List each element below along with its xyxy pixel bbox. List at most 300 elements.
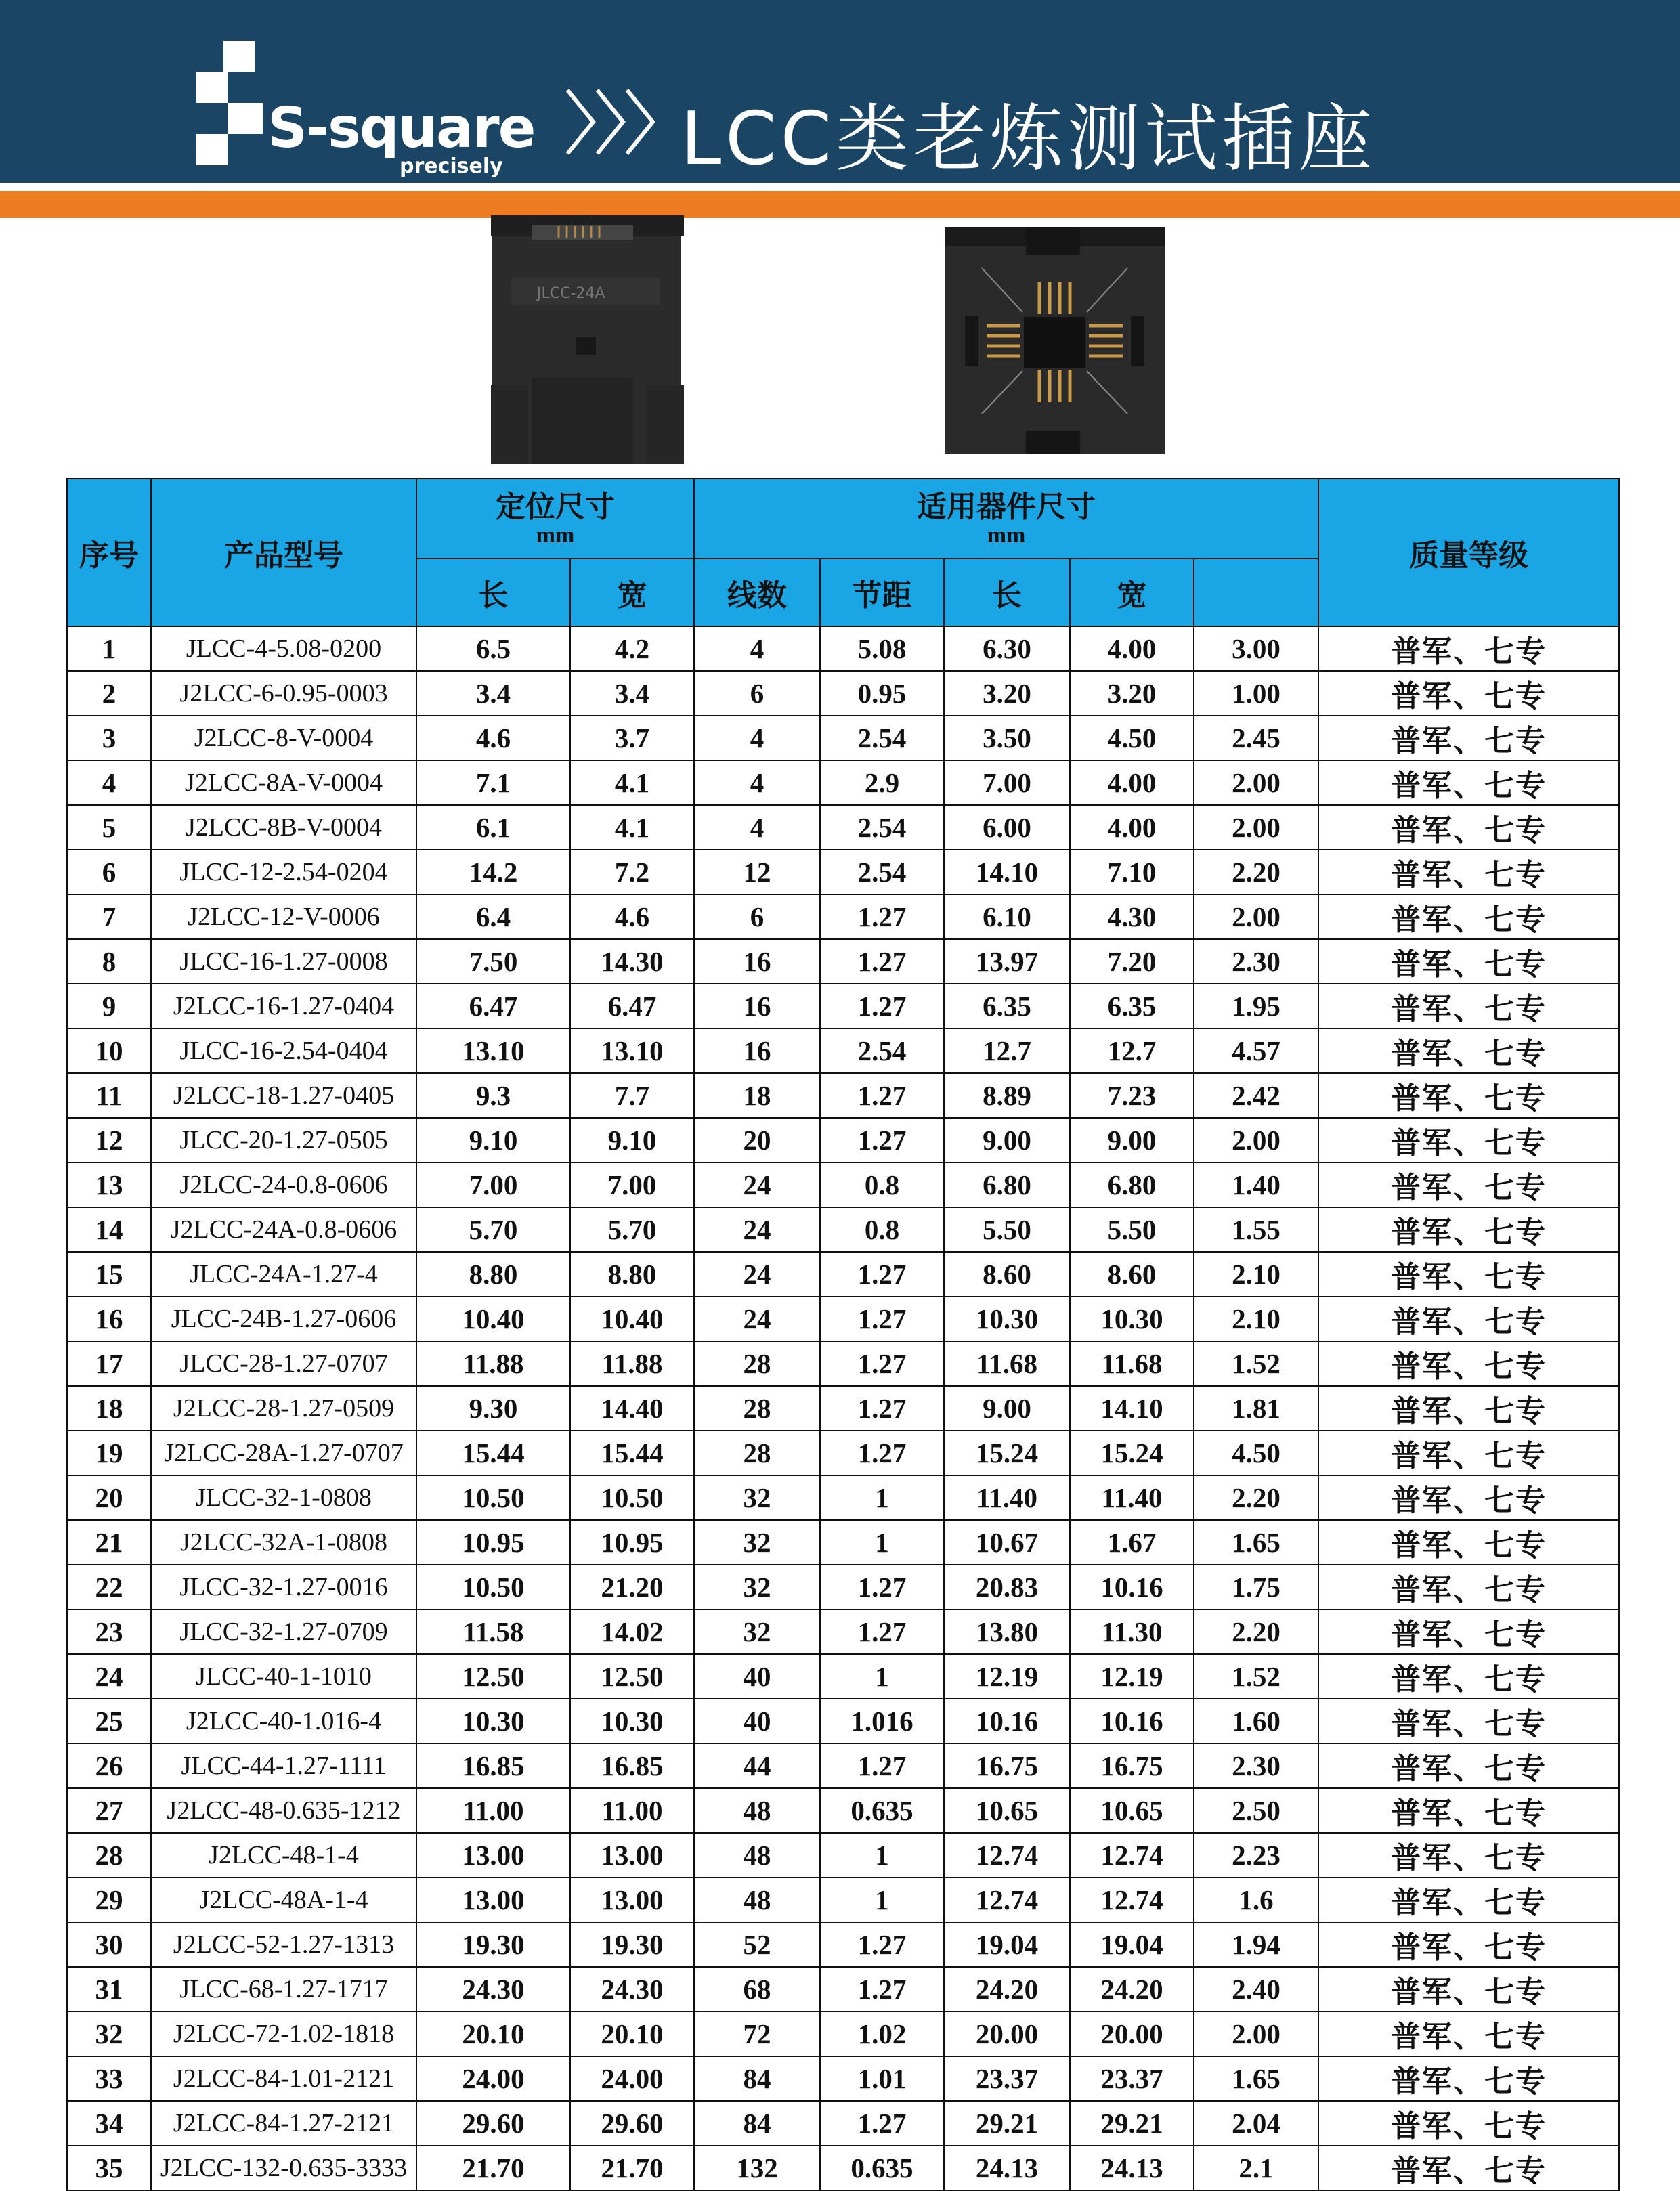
cell-length: 11.00 [416, 1788, 570, 1833]
cell-pins: 20 [694, 1118, 820, 1163]
cell-grade: 普军、七专 [1318, 626, 1619, 671]
cell-device-length: 15.24 [944, 1431, 1070, 1475]
cell-pitch: 2.9 [820, 760, 944, 805]
cell-device-length: 16.75 [944, 1743, 1070, 1788]
table-row [67, 2101, 1619, 2146]
cell-pitch: 1.27 [820, 1252, 944, 1297]
cell-length: 14.2 [416, 850, 570, 894]
cell-pins: 48 [694, 1878, 820, 1922]
cell-device-length: 10.16 [944, 1699, 1070, 1743]
cell-device-width: 10.16 [1070, 1699, 1194, 1743]
cell-width: 16.85 [570, 1743, 694, 1788]
cell-grade: 普军、七专 [1318, 1967, 1619, 2012]
cell-model: JLCC-16-1.27-0008 [151, 939, 416, 984]
col-group-position [416, 479, 694, 559]
brand-logo [196, 41, 535, 183]
cell-model: J2LCC-52-1.27-1313 [151, 1922, 416, 1967]
cell-model: J2LCC-72-1.02-1818 [151, 2012, 416, 2056]
cell-device-length: 19.04 [944, 1922, 1070, 1967]
cell-model: JLCC-16-2.54-0404 [151, 1028, 416, 1073]
cell-device-width: 24.13 [1070, 2146, 1194, 2190]
cell-seq: 18 [67, 1386, 151, 1431]
cell-pins: 24 [694, 1163, 820, 1207]
cell-extra: 1.94 [1194, 1922, 1318, 1967]
cell-device-length: 5.50 [944, 1207, 1070, 1252]
table-row [67, 805, 1619, 850]
col-header-pins: 线数 [694, 559, 820, 626]
cell-model: JLCC-32-1.27-0016 [151, 1565, 416, 1609]
cell-extra: 2.42 [1194, 1073, 1318, 1118]
cell-device-width: 12.74 [1070, 1878, 1194, 1922]
cell-grade: 普军、七专 [1318, 984, 1619, 1028]
table-row [67, 1565, 1619, 1609]
cell-pitch: 1.27 [820, 1922, 944, 1967]
table-row [67, 716, 1619, 760]
cell-device-width: 12.7 [1070, 1028, 1194, 1073]
cell-model: J2LCC-132-0.635-3333 [151, 2146, 416, 2190]
cell-extra: 1.00 [1194, 671, 1318, 716]
cell-length: 29.60 [416, 2101, 570, 2146]
cell-model: J2LCC-8A-V-0004 [151, 760, 416, 805]
cell-device-width: 10.30 [1070, 1297, 1194, 1341]
cell-width: 4.2 [570, 626, 694, 671]
socket-open-photo [945, 227, 1165, 454]
col-group-position-unit: mm [536, 523, 575, 548]
brand-tagline: precisely [400, 154, 503, 178]
cell-device-width: 8.60 [1070, 1252, 1194, 1297]
cell-extra: 2.00 [1194, 760, 1318, 805]
cell-pins: 32 [694, 1609, 820, 1654]
cell-device-length: 10.67 [944, 1520, 1070, 1565]
cell-model: JLCC-4-5.08-0200 [151, 626, 416, 671]
cell-device-width: 12.74 [1070, 1833, 1194, 1878]
cell-model: J2LCC-28A-1.27-0707 [151, 1431, 416, 1475]
cell-model: JLCC-68-1.27-1717 [151, 1967, 416, 2012]
cell-extra: 2.10 [1194, 1297, 1318, 1341]
cell-length: 19.30 [416, 1922, 570, 1967]
cell-width: 4.1 [570, 760, 694, 805]
cell-pins: 40 [694, 1654, 820, 1699]
cell-device-length: 8.89 [944, 1073, 1070, 1118]
cell-device-length: 13.80 [944, 1609, 1070, 1654]
cell-extra: 2.45 [1194, 716, 1318, 760]
cell-extra: 2.20 [1194, 1475, 1318, 1520]
cell-seq: 4 [67, 760, 151, 805]
cell-length: 11.58 [416, 1609, 570, 1654]
cell-device-width: 16.75 [1070, 1743, 1194, 1788]
cell-device-width: 19.04 [1070, 1922, 1194, 1967]
cell-length: 7.1 [416, 760, 570, 805]
cell-device-width: 11.40 [1070, 1475, 1194, 1520]
cell-width: 10.50 [570, 1475, 694, 1520]
cell-length: 20.10 [416, 2012, 570, 2056]
cell-pitch: 0.95 [820, 671, 944, 716]
cell-device-length: 10.30 [944, 1297, 1070, 1341]
cell-pins: 84 [694, 2101, 820, 2146]
cell-seq: 21 [67, 1520, 151, 1565]
col-group-device-title: 适用器件尺寸 [917, 490, 1096, 523]
col-header-width: 宽 [570, 559, 694, 626]
cell-length: 4.6 [416, 716, 570, 760]
cell-device-width: 7.10 [1070, 850, 1194, 894]
cell-length: 24.00 [416, 2056, 570, 2101]
cell-seq: 14 [67, 1207, 151, 1252]
cell-model: JLCC-12-2.54-0204 [151, 850, 416, 894]
col-header-device-length: 长 [944, 559, 1070, 626]
cell-extra: 2.20 [1194, 850, 1318, 894]
cell-grade: 普军、七专 [1318, 671, 1619, 716]
table-row [67, 1654, 1619, 1699]
socket-closed-photo [491, 215, 684, 467]
brand-name: S-square [267, 96, 535, 160]
cell-model: JLCC-24A-1.27-4 [151, 1252, 416, 1297]
cell-grade: 普军、七专 [1318, 1073, 1619, 1118]
cell-extra: 1.52 [1194, 1654, 1318, 1699]
cell-width: 5.70 [570, 1207, 694, 1252]
cell-pins: 18 [694, 1073, 820, 1118]
cell-pins: 12 [694, 850, 820, 894]
cell-width: 14.02 [570, 1609, 694, 1654]
col-header-model: 产品型号 [151, 479, 416, 626]
cell-width: 4.6 [570, 894, 694, 939]
cell-seq: 31 [67, 1967, 151, 2012]
logo-square-mark [196, 72, 228, 103]
cell-pins: 28 [694, 1386, 820, 1431]
cell-model: J2LCC-6-0.95-0003 [151, 671, 416, 716]
cell-pitch: 1.27 [820, 1431, 944, 1475]
cell-model: J2LCC-32A-1-0808 [151, 1520, 416, 1565]
cell-extra: 2.20 [1194, 1609, 1318, 1654]
cell-pitch: 0.635 [820, 1788, 944, 1833]
cell-extra: 1.81 [1194, 1386, 1318, 1431]
cell-pitch: 1.27 [820, 1297, 944, 1341]
cell-model: J2LCC-40-1.016-4 [151, 1699, 416, 1743]
table-row [67, 1207, 1619, 1252]
cell-extra: 2.10 [1194, 1252, 1318, 1297]
cell-grade: 普军、七专 [1318, 2101, 1619, 2146]
cell-device-length: 24.20 [944, 1967, 1070, 2012]
cell-width: 7.7 [570, 1073, 694, 1118]
cell-length: 3.4 [416, 671, 570, 716]
cell-extra: 1.65 [1194, 1520, 1318, 1565]
cell-length: 10.40 [416, 1297, 570, 1341]
cell-device-length: 6.80 [944, 1163, 1070, 1207]
cell-pitch: 2.54 [820, 716, 944, 760]
cell-width: 12.50 [570, 1654, 694, 1699]
table-row [67, 1252, 1619, 1297]
col-group-position-title: 定位尺寸 [496, 490, 615, 523]
cell-pitch: 2.54 [820, 850, 944, 894]
table-row [67, 1386, 1619, 1431]
cell-seq: 9 [67, 984, 151, 1028]
cell-pins: 32 [694, 1520, 820, 1565]
cell-pins: 68 [694, 1967, 820, 2012]
cell-pins: 4 [694, 805, 820, 850]
cell-length: 9.3 [416, 1073, 570, 1118]
cell-model: J2LCC-8B-V-0004 [151, 805, 416, 850]
page-title: LCC类老炼测试插座 [681, 97, 1376, 181]
cell-model: J2LCC-48-1-4 [151, 1833, 416, 1878]
cell-pins: 84 [694, 2056, 820, 2101]
cell-extra: 1.65 [1194, 2056, 1318, 2101]
cell-extra: 1.75 [1194, 1565, 1318, 1609]
cell-seq: 13 [67, 1163, 151, 1207]
cell-device-width: 5.50 [1070, 1207, 1194, 1252]
cell-pins: 48 [694, 1788, 820, 1833]
table-row [67, 1833, 1619, 1878]
table-row [67, 1788, 1619, 1833]
cell-grade: 普军、七专 [1318, 805, 1619, 850]
cell-grade: 普军、七专 [1318, 2146, 1619, 2190]
cell-device-length: 10.65 [944, 1788, 1070, 1833]
cell-length: 6.5 [416, 626, 570, 671]
cell-length: 24.30 [416, 1967, 570, 2012]
logo-square-mark [228, 103, 263, 134]
cell-pins: 28 [694, 1431, 820, 1475]
cell-extra: 2.1 [1194, 2146, 1318, 2190]
cell-device-width: 4.50 [1070, 716, 1194, 760]
cell-seq: 27 [67, 1788, 151, 1833]
cell-pitch: 0.8 [820, 1163, 944, 1207]
cell-pitch: 0.635 [820, 2146, 944, 2190]
cell-device-length: 9.00 [944, 1118, 1070, 1163]
cell-seq: 7 [67, 894, 151, 939]
accent-bar [0, 191, 1680, 218]
cell-seq: 3 [67, 716, 151, 760]
cell-device-width: 3.20 [1070, 671, 1194, 716]
cell-model: JLCC-32-1-0808 [151, 1475, 416, 1520]
cell-device-width: 4.00 [1070, 760, 1194, 805]
cell-seq: 33 [67, 2056, 151, 2101]
cell-extra: 3.00 [1194, 626, 1318, 671]
cell-pitch: 0.8 [820, 1207, 944, 1252]
cell-pins: 24 [694, 1297, 820, 1341]
cell-seq: 19 [67, 1431, 151, 1475]
cell-grade: 普军、七专 [1318, 1028, 1619, 1073]
cell-grade: 普军、七专 [1318, 1252, 1619, 1297]
cell-grade: 普军、七专 [1318, 1609, 1619, 1654]
cell-model: J2LCC-18-1.27-0405 [151, 1073, 416, 1118]
cell-width: 3.7 [570, 716, 694, 760]
cell-width: 20.10 [570, 2012, 694, 2056]
cell-width: 13.10 [570, 1028, 694, 1073]
cell-seq: 34 [67, 2101, 151, 2146]
cell-device-width: 4.30 [1070, 894, 1194, 939]
cell-width: 24.30 [570, 1967, 694, 2012]
cell-grade: 普军、七专 [1318, 1878, 1619, 1922]
cell-device-length: 11.68 [944, 1341, 1070, 1386]
cell-width: 11.88 [570, 1341, 694, 1386]
cell-device-width: 23.37 [1070, 2056, 1194, 2101]
table-row [67, 1699, 1619, 1743]
cell-pins: 16 [694, 984, 820, 1028]
cell-pitch: 1.27 [820, 1073, 944, 1118]
cell-pins: 24 [694, 1207, 820, 1252]
cell-seq: 8 [67, 939, 151, 984]
table-row [67, 894, 1619, 939]
cell-model: J2LCC-24-0.8-0606 [151, 1163, 416, 1207]
cell-grade: 普军、七专 [1318, 1118, 1619, 1163]
table-row [67, 1341, 1619, 1386]
cell-model: J2LCC-48-0.635-1212 [151, 1788, 416, 1833]
cell-width: 7.00 [570, 1163, 694, 1207]
cell-model: J2LCC-16-1.27-0404 [151, 984, 416, 1028]
cell-extra: 2.30 [1194, 1743, 1318, 1788]
cell-grade: 普军、七专 [1318, 2012, 1619, 2056]
cell-length: 7.00 [416, 1163, 570, 1207]
cell-width: 19.30 [570, 1922, 694, 1967]
cell-pitch: 1.27 [820, 939, 944, 984]
col-header-length: 长 [416, 559, 570, 626]
cell-width: 9.10 [570, 1118, 694, 1163]
cell-pins: 44 [694, 1743, 820, 1788]
cell-pitch: 1.27 [820, 894, 944, 939]
table-header-row [67, 479, 1619, 559]
cell-seq: 32 [67, 2012, 151, 2056]
cell-device-length: 6.30 [944, 626, 1070, 671]
table-row [67, 1297, 1619, 1341]
cell-device-width: 1.67 [1070, 1520, 1194, 1565]
cell-seq: 10 [67, 1028, 151, 1073]
cell-extra: 1.6 [1194, 1878, 1318, 1922]
cell-device-width: 11.30 [1070, 1609, 1194, 1654]
cell-length: 6.1 [416, 805, 570, 850]
cell-device-length: 20.83 [944, 1565, 1070, 1609]
cell-seq: 29 [67, 1878, 151, 1922]
spec-table [66, 478, 1620, 2191]
cell-device-length: 8.60 [944, 1252, 1070, 1297]
cell-width: 21.70 [570, 2146, 694, 2190]
cell-length: 8.80 [416, 1252, 570, 1297]
col-header-pitch: 节距 [820, 559, 944, 626]
table-row [67, 2146, 1619, 2190]
cell-length: 10.50 [416, 1475, 570, 1520]
cell-grade: 普军、七专 [1318, 1341, 1619, 1386]
cell-grade: 普军、七专 [1318, 1297, 1619, 1341]
cell-extra: 1.40 [1194, 1163, 1318, 1207]
logo-square-mark [223, 41, 255, 72]
table-row [67, 939, 1619, 984]
cell-device-length: 3.50 [944, 716, 1070, 760]
cell-pitch: 1.27 [820, 984, 944, 1028]
table-row [67, 2056, 1619, 2101]
cell-model: JLCC-28-1.27-0707 [151, 1341, 416, 1386]
table-body [67, 626, 1619, 2190]
cell-device-length: 24.13 [944, 2146, 1070, 2190]
cell-pins: 6 [694, 671, 820, 716]
cell-extra: 4.50 [1194, 1431, 1318, 1475]
cell-device-width: 9.00 [1070, 1118, 1194, 1163]
cell-model: J2LCC-84-1.01-2121 [151, 2056, 416, 2101]
table-row [67, 1922, 1619, 1967]
cell-seq: 17 [67, 1341, 151, 1386]
cell-width: 29.60 [570, 2101, 694, 2146]
cell-grade: 普军、七专 [1318, 1699, 1619, 1743]
cell-pitch: 1.27 [820, 1609, 944, 1654]
cell-extra: 2.40 [1194, 1967, 1318, 2012]
cell-seq: 26 [67, 1743, 151, 1788]
cell-seq: 16 [67, 1297, 151, 1341]
cell-seq: 24 [67, 1654, 151, 1699]
cell-seq: 25 [67, 1699, 151, 1743]
cell-extra: 2.00 [1194, 2012, 1318, 2056]
cell-width: 6.47 [570, 984, 694, 1028]
cell-device-width: 7.23 [1070, 1073, 1194, 1118]
cell-grade: 普军、七专 [1318, 1743, 1619, 1788]
cell-length: 9.30 [416, 1386, 570, 1431]
chevron-right-icon [562, 85, 664, 159]
cell-length: 16.85 [416, 1743, 570, 1788]
cell-device-length: 11.40 [944, 1475, 1070, 1520]
cell-grade: 普军、七专 [1318, 1207, 1619, 1252]
cell-grade: 普军、七专 [1318, 1431, 1619, 1475]
cell-grade: 普军、七专 [1318, 1163, 1619, 1207]
cell-pins: 28 [694, 1341, 820, 1386]
cell-length: 5.70 [416, 1207, 570, 1252]
cell-device-width: 10.65 [1070, 1788, 1194, 1833]
cell-pitch: 1.02 [820, 2012, 944, 2056]
cell-device-length: 20.00 [944, 2012, 1070, 2056]
table-row [67, 671, 1619, 716]
cell-device-length: 6.35 [944, 984, 1070, 1028]
table-row [67, 2012, 1619, 2056]
cell-length: 11.88 [416, 1341, 570, 1386]
cell-seq: 11 [67, 1073, 151, 1118]
cell-pins: 24 [694, 1252, 820, 1297]
cell-model: J2LCC-84-1.27-2121 [151, 2101, 416, 2146]
col-group-device [694, 479, 1318, 559]
cell-model: JLCC-20-1.27-0505 [151, 1118, 416, 1163]
cell-device-length: 14.10 [944, 850, 1070, 894]
cell-pins: 16 [694, 939, 820, 984]
cell-model: JLCC-40-1-1010 [151, 1654, 416, 1699]
cell-length: 21.70 [416, 2146, 570, 2190]
cell-pins: 4 [694, 760, 820, 805]
table-row [67, 1475, 1619, 1520]
cell-model: JLCC-44-1.27-1111 [151, 1743, 416, 1788]
cell-model: J2LCC-48A-1-4 [151, 1878, 416, 1922]
cell-seq: 6 [67, 850, 151, 894]
cell-device-width: 15.24 [1070, 1431, 1194, 1475]
cell-extra: 2.00 [1194, 1118, 1318, 1163]
cell-width: 24.00 [570, 2056, 694, 2101]
cell-pitch: 1.27 [820, 1386, 944, 1431]
cell-device-length: 9.00 [944, 1386, 1070, 1431]
cell-extra: 4.57 [1194, 1028, 1318, 1073]
cell-device-width: 10.16 [1070, 1565, 1194, 1609]
cell-width: 3.4 [570, 671, 694, 716]
cell-width: 10.30 [570, 1699, 694, 1743]
cell-device-length: 6.00 [944, 805, 1070, 850]
col-header-grade: 质量等级 [1318, 479, 1619, 626]
cell-pins: 4 [694, 626, 820, 671]
cell-pins: 32 [694, 1475, 820, 1520]
cell-grade: 普军、七专 [1318, 850, 1619, 894]
table-row [67, 1609, 1619, 1654]
cell-width: 14.30 [570, 939, 694, 984]
table-row [67, 760, 1619, 805]
cell-model: J2LCC-8-V-0004 [151, 716, 416, 760]
col-header-device-width: 宽 [1070, 559, 1194, 626]
cell-grade: 普军、七专 [1318, 939, 1619, 984]
cell-seq: 2 [67, 671, 151, 716]
col-group-device-unit: mm [987, 523, 1026, 548]
cell-length: 9.10 [416, 1118, 570, 1163]
cell-device-width: 6.80 [1070, 1163, 1194, 1207]
cell-device-length: 12.74 [944, 1833, 1070, 1878]
cell-width: 21.20 [570, 1565, 694, 1609]
cell-pins: 40 [694, 1699, 820, 1743]
